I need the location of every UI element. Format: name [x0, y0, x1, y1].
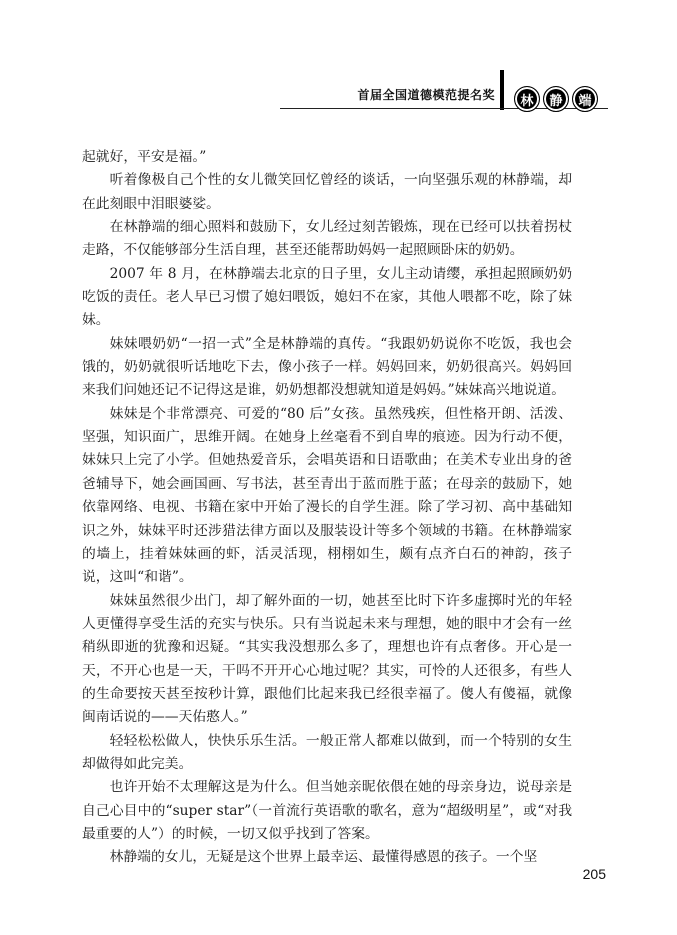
page-number: 205: [582, 866, 606, 882]
paragraph: 在林静端的细心照料和鼓励下，女儿经过刻苦锻炼，现在已经可以扶着拐杖走路，不仅能够部分生活自理，甚至还能帮助妈妈一起照顾卧床的奶奶。: [82, 219, 572, 259]
paragraph: 妹妹虽然很少出门，却了解外面的一切，她甚至比时下许多虚掷时光的年轻人更懂得享受生活的充实与快乐。只有当说起未来与理想，她的眼中才会有一丝稍纵即逝的犹豫和迟疑。“其实我没想那么多了，理想也许有点奢侈。开心是一天，不开心也是一天，干吗不开开心心地过呢？其实，可怜的人还很多，有些人的生命要按天甚至按秒计算，跟他们比起来我已经很幸福了。傻人有傻福，就像闽南话说的——天佑憨人。”: [82, 592, 572, 726]
paragraph: 听着像极自己个性的女儿微笑回忆曾经的谈话，一向坚强乐观的林静端，却在此刻眼中泪眼婆娑。: [82, 172, 572, 212]
body-text: [82, 146, 572, 870]
paragraph: 起就好，平安是福。”: [82, 149, 207, 165]
paragraph: 妹妹喂奶奶“一招一式”全是林静端的真传。“我跟奶奶说你不吃饭，我也会饿的，奶奶就很听话地吃下去，像小孩子一样。妈妈回来，奶奶很高兴。妈妈回来我们问她还记不记得这是谁，奶奶想都没想就知道是妈妈。”妹妹高兴地说道。: [82, 335, 572, 399]
header-divider-bar: [500, 70, 504, 110]
paragraph: 妹妹是个非常漂亮、可爱的“80 后”女孩。虽然残疾，但性格开朗、活泼、坚强，知识面广，思维开阔。在她身上丝毫看不到自卑的痕迹。因为行动不便，妹妹只上完了小学。但她热爱音乐，会唱英语和日语歌曲；在美术专业出身的爸爸辅导下，她会画国画、写书法，甚至青出于蓝而胜于蓝；在母亲的鼓励下，她依靠网络、电视、书籍在家中开始了漫长的自学生涯。除了学习初、高中基础知识之外，妹妹平时还涉猎法律方面以及服装设计等多个领域的书籍。在林静端家的墙上，挂着妹妹画的虾，活灵活现，栩栩如生，颇有点齐白石的神韵，孩子说，这叫“和谐”。: [82, 405, 572, 586]
name-badge: 端: [572, 86, 598, 112]
paragraph: 2007 年 8 月，在林静端去北京的日子里，女儿主动请缨，承担起照顾奶奶吃饭的责任。老人早已习惯了媳妇喂饭，媳妇不在家，其他人喂都不吃，除了妹妹。: [82, 265, 572, 329]
name-badge: 静: [543, 86, 569, 112]
paragraph: 也许开始不太理解这是为什么。但当她亲昵依偎在她的母亲身边，说母亲是自己心目中的“super star”（一首流行英语歌的歌名，意为“超级明星”，或“对我最重要的人”）的时候，一切又似乎找到了答案。: [82, 779, 572, 842]
name-badge: 林: [514, 86, 540, 112]
paragraph: 轻轻松松做人，快快乐乐生活。一般正常人都难以做到，而一个特别的女生却做得如此完美。: [82, 732, 572, 772]
running-header-title: 首届全国道德模范提名奖: [357, 88, 495, 102]
paragraph: 林静端的女儿，无疑是这个世界上最幸运、最懂得感恩的孩子。一个坚: [109, 849, 538, 866]
name-badges: [514, 86, 598, 112]
